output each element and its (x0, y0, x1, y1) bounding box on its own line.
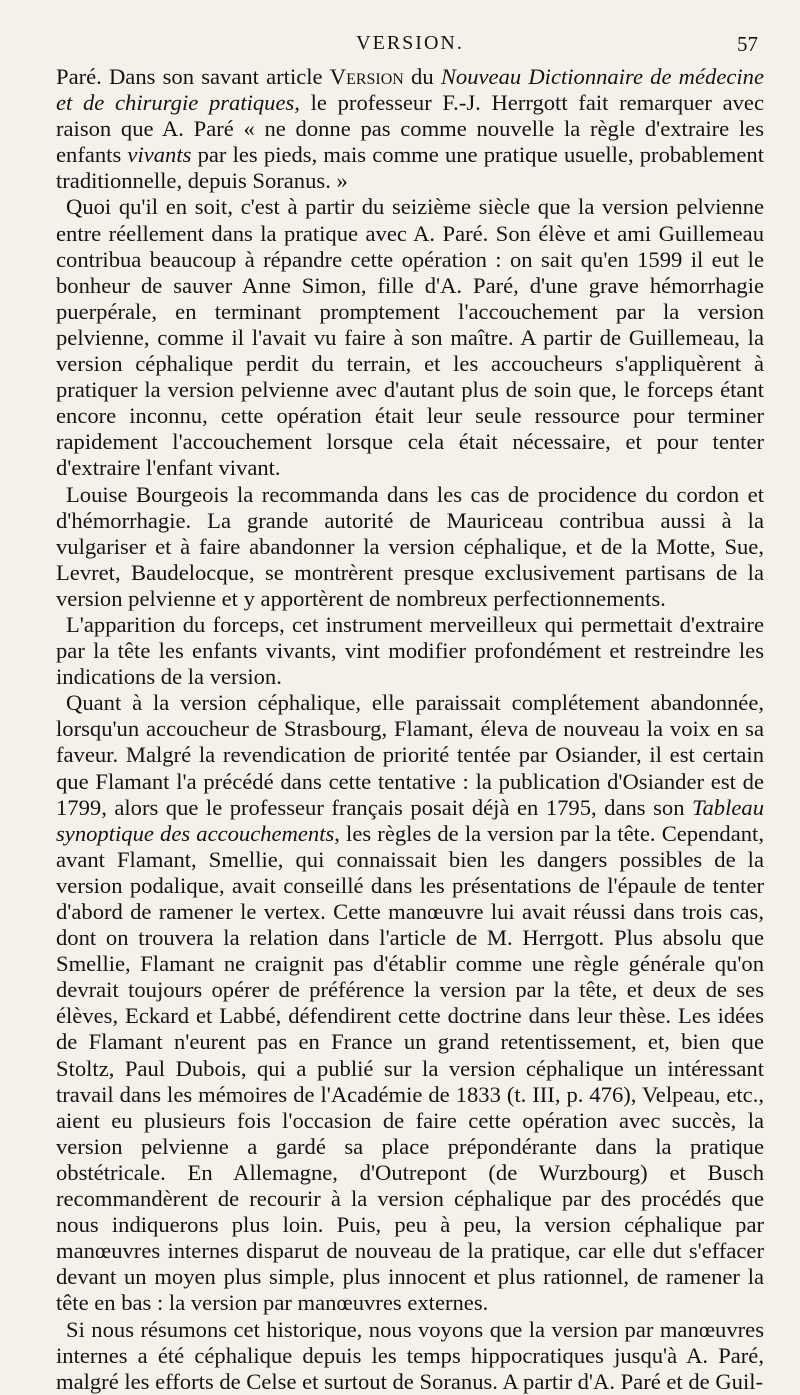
body-text (56, 64, 764, 1395)
article-name: Version (329, 64, 404, 89)
paragraph-5 (56, 690, 764, 1316)
page-number: 57 (737, 32, 758, 56)
paragraph-1-mid: du (403, 64, 441, 89)
paragraph-4: L'apparition du forceps, cet instrument merveilleux qui permettait d'extraire par la tête les enfants vivants, vint modifier profondément et restreindre les indications de la version. (56, 611, 764, 690)
paragraph-1-tail: par les pieds, mais comme une pratique usuelle, probablement traditionnelle, depuis Soranus. » (56, 142, 764, 194)
tableau-title: Tableau synoptique des accouchements (56, 794, 764, 846)
paragraph-5-lead: Quant à la version céphalique, elle paraissait complétement abandonnée, lorsqu'un accoucheur de Strasbourg, Flamant, éleva de nouveau la voix en sa faveur. Malgré la revendication de priorité tentée par Osiander, il est certain que Flamant l'a précédé dans cette tentative : la publication d'Osiander est de 1799, alors que le professeur français posait déjà en 1795, dans son (56, 690, 764, 820)
running-title: VERSION. (356, 32, 464, 54)
page-header (56, 30, 764, 64)
paragraph-1-mid2: , le professeur F.-J. Herrgott fait remarquer avec raison que A. Paré « ne donne pas comme nouvelle la règle d'extraire les enfants (56, 90, 764, 168)
paragraph-1 (56, 64, 764, 194)
paragraph-5-tail: , les règles de la version par la tête. Cependant, avant Flamant, Smellie, qui connaissait bien les dangers possibles de la version podalique, avait conseillé dans les présentations de l'épaule de tenter d'abord de ramener le vertex. Cette manœuvre lui avait réussi dans trois cas, dont on trouvera la relation dans l'article de M. Herrgott. Plus absolu que Smellie, Flamant ne craignit pas d'établir comme une règle générale qu'on devrait toujours opérer de préférence la version par la tête, et deux de ses élèves, Eckard et Labbé, défendirent cette doctrine dans leur thèse. Les idées de Flamant n'eurent pas en France un grand retentissement, et, bien que Stoltz, Paul Dubois, qui a publié sur la version céphalique un intéressant travail dans les mémoires de l'Académie de 1833 (t. III, p. 476), Velpeau, etc., aient eu plusieurs fois l'occasion de faire cette opération avec succès, la version pelvienne a gardé sa place prépondérante dans la pratique obstétricale. En Allemagne, d'Outrepont (de Wurzbourg) et Busch recommandèrent de recourir à la version céphalique par des procédés que nous indiquerons plus loin. Puis, peu à peu, la version céphalique par manœuvres internes disparut de nouveau de la pratique, car elle dut s'effacer devant un moyen plus simple, plus innocent et plus rationnel, de ramener la tête en bas : la version par manœuvres externes. (56, 820, 764, 1316)
emphasis-vivants: vivants (127, 142, 192, 168)
paragraph-2: Quoi qu'il en soit, c'est à partir du seizième siècle que la version pelvienne entre réellement dans la pratique avec A. Paré. Son élève et ami Guillemeau contribua beaucoup à répandre cette opération : on sait qu'en 1599 il eut le bonheur de sauver Anne Simon, fille d'A. Paré, d'une grave hémorrhagie puerpérale, en terminant promptement l'accouchement par la version pelvienne, comme il l'avait vu faire à son maître. A partir de Guillemeau, la version céphalique perdit du terrain, et les accoucheurs s'appliquèrent à pratiquer la version pelvienne avec d'autant plus de soin que, le forceps étant encore inconnu, cette opération était leur seule ressource pour terminer rapidement l'accouchement lorsque cela était nécessaire, et pour tenter d'extraire l'enfant vivant. (56, 194, 764, 481)
paragraph-1-lead: Paré. Dans son savant article (56, 64, 330, 89)
dictionary-title: Nouveau Dictionnaire de médecine et de chirurgie pratiques (56, 64, 764, 116)
paragraph-6: Si nous résumons cet historique, nous voyons que la version par manœuvres internes a été céphalique depuis les temps hippocratiques jusqu'à A. Paré, malgré les efforts de Celse et surtout de Soranus. A partir d'A. Paré et de Guil- (56, 1316, 764, 1394)
paragraph-3: Louise Bourgeois la recommanda dans les cas de procidence du cordon et d'hémorrhagie. La grande autorité de Mauriceau contribua aussi à la vulgariser et à faire abandonner la version céphalique, et de la Motte, Sue, Levret, Baudelocque, se montrèrent presque exclusivement partisans de la version pelvienne et y apportèrent de nombreux perfectionnements. (56, 481, 764, 611)
